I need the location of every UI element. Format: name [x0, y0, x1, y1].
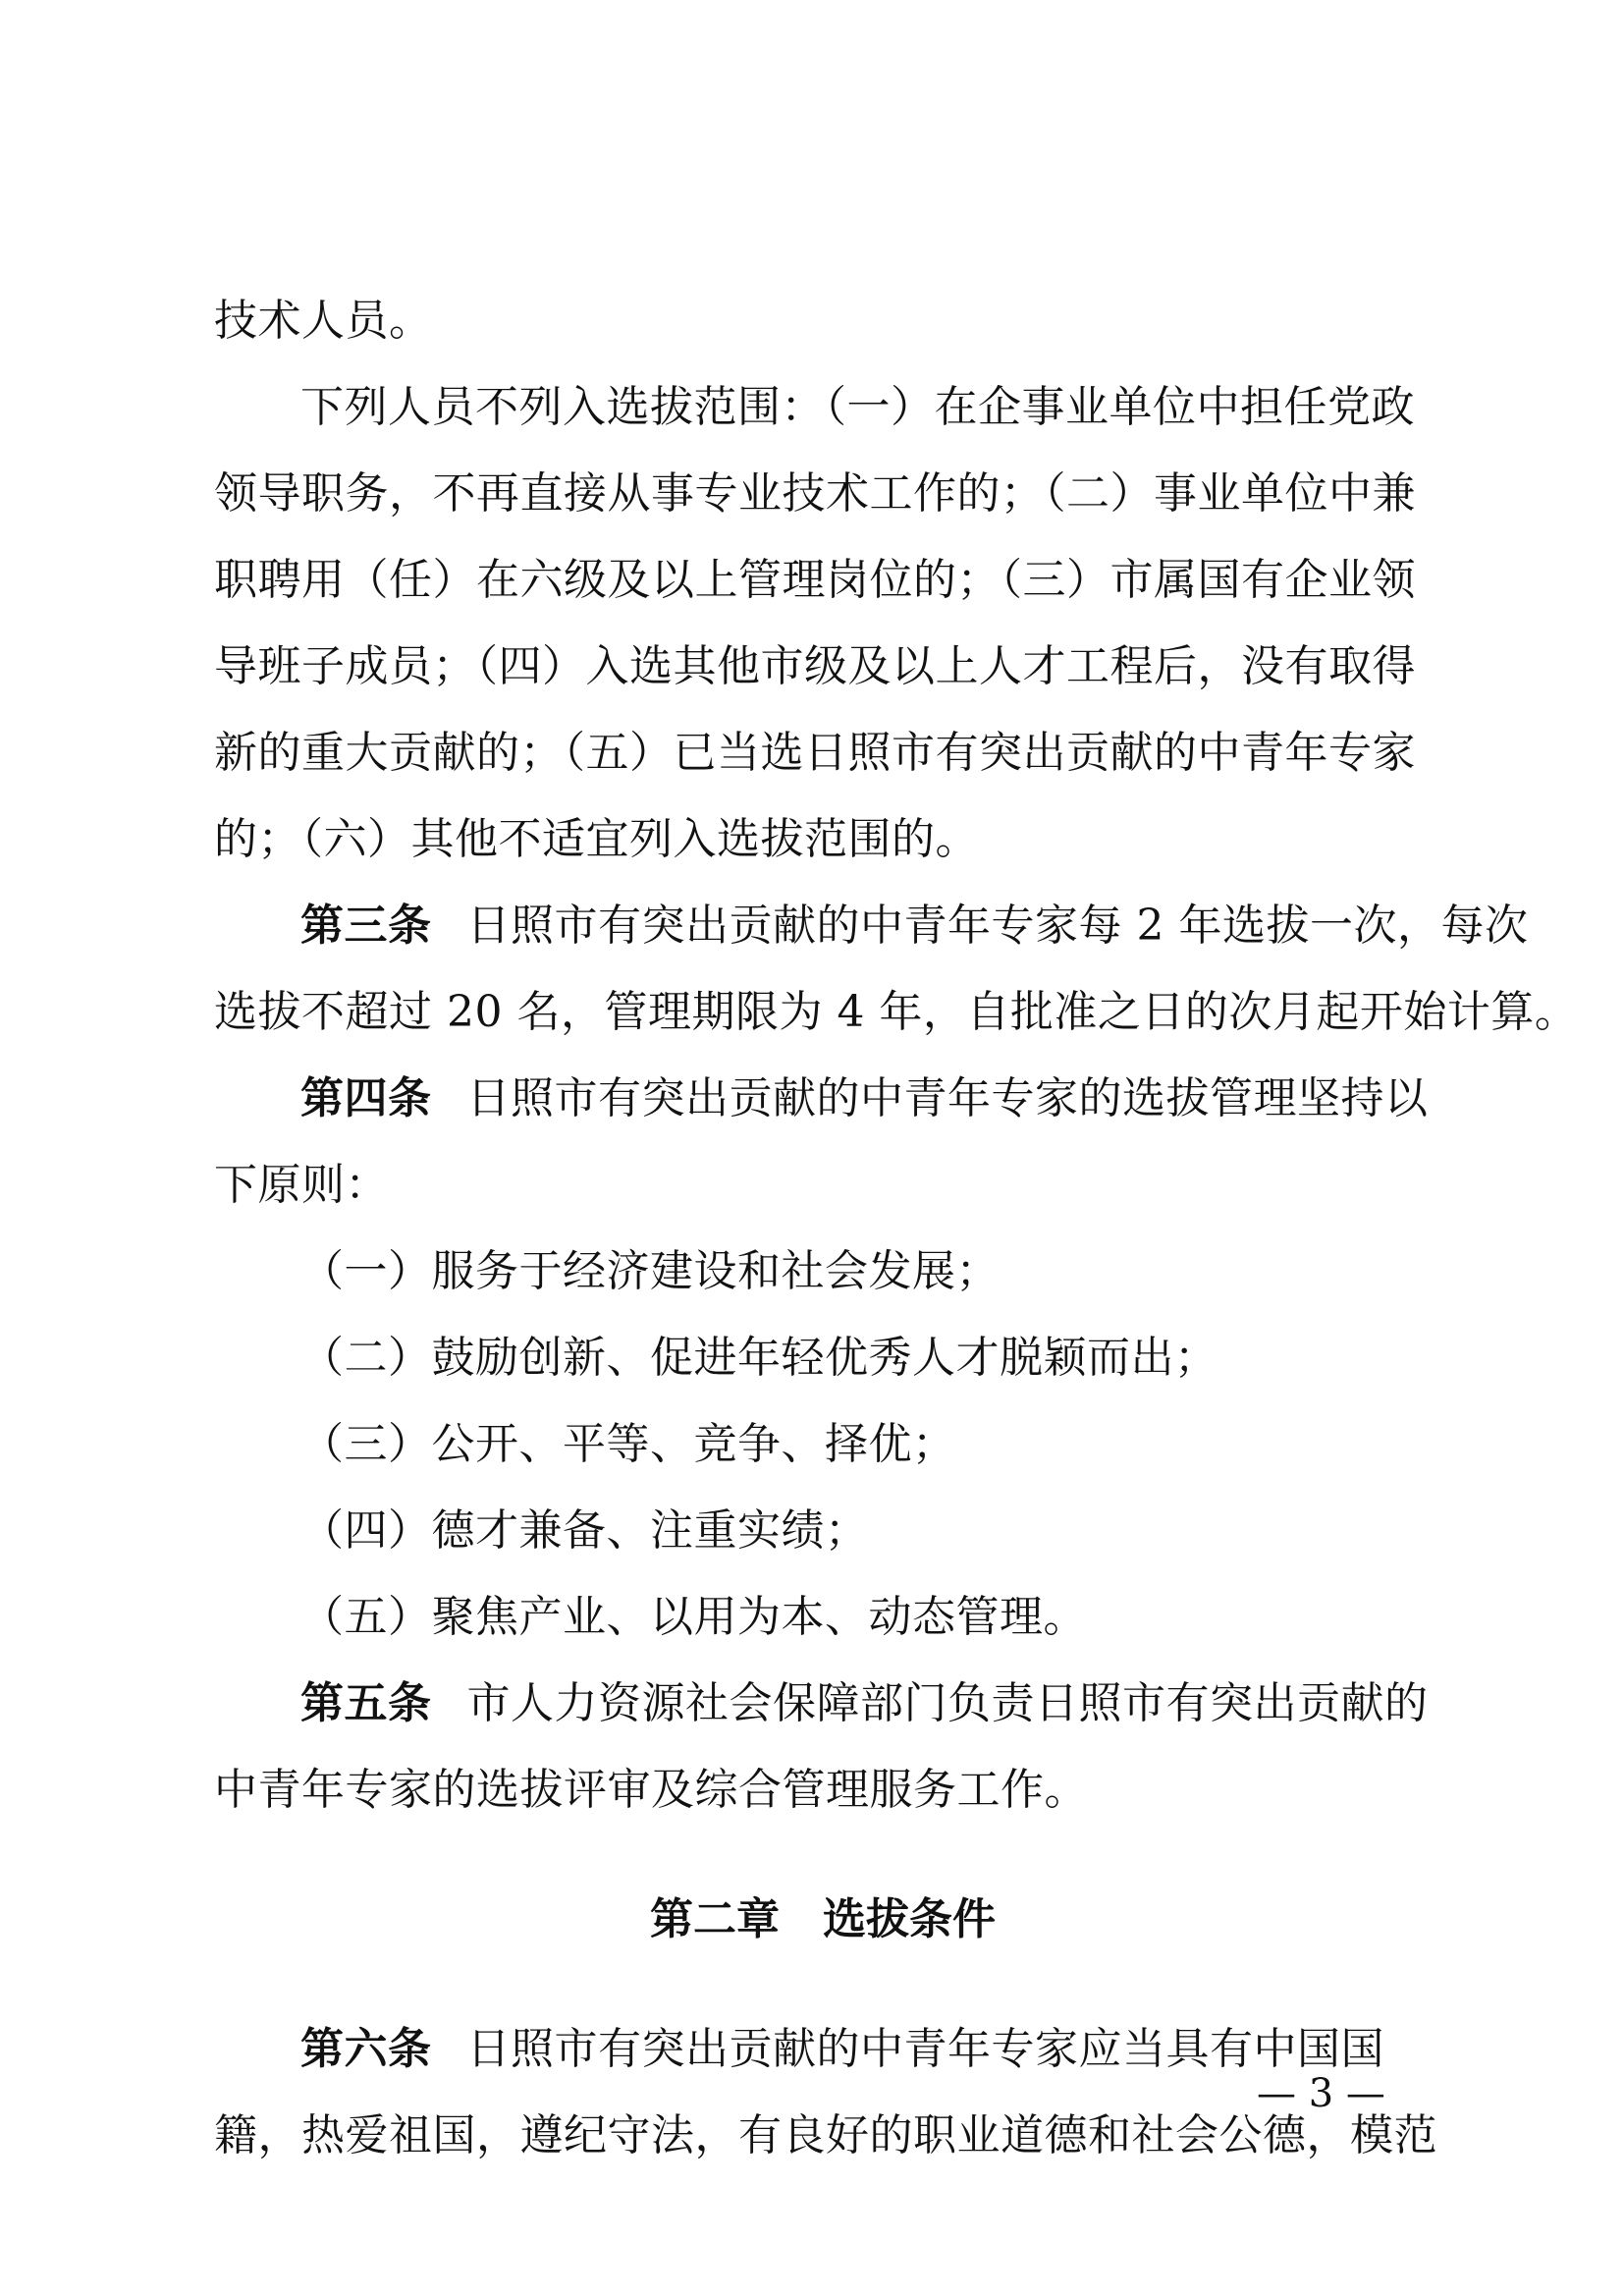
article-4-title: 第四条	[300, 1073, 432, 1123]
text-line: 领导职务，不再直接从事专业技术工作的；（二）事业单位中兼	[214, 468, 1416, 519]
list-item: （一）服务于经济建设和社会发展；	[300, 1246, 1000, 1296]
document-body	[214, 278, 1579, 2179]
text-line: 籍，热爱祖国，遵纪守法，有良好的职业道德和社会公德，模范	[214, 2110, 1437, 2160]
article-6-text: 日照市有突出贡献的中青年专家应当具有中国国	[466, 2024, 1384, 2074]
article-5-text: 市人力资源社会保障部门负责日照市有突出贡献的	[466, 1678, 1429, 1728]
chapter-heading: 第二章 选拔条件	[650, 1894, 996, 1944]
text-line: 的；（六）其他不适宜列入选拔范围的。	[214, 814, 979, 864]
article-3-line	[214, 883, 1529, 969]
text-line: 技术人员。	[214, 296, 433, 346]
article-5-title: 第五条	[300, 1678, 432, 1728]
article-4-line	[214, 1056, 1429, 1142]
text-line: 下原则：	[214, 1160, 389, 1210]
text-line: 选拔不超过 20 名，管理期限为 4 年，自批准之日的次月起开始计算。	[214, 987, 1579, 1037]
list-item: （三）公开、平等、竞争、择优；	[300, 1419, 956, 1469]
text-line: 下列人员不列入选拔范围：（一）在企事业单位中担任党政	[300, 382, 1415, 432]
text-line: 职聘用（任）在六级及以上管理岗位的；（三）市属国有企业领	[214, 555, 1416, 605]
article-6-title: 第六条	[300, 2024, 432, 2074]
list-item: （五）聚焦产业、以用为本、动态管理。	[300, 1592, 1087, 1642]
article-4-text: 日照市有突出贡献的中青年专家的选拔管理坚持以	[466, 1073, 1429, 1123]
page-number: — 3 —	[1257, 2071, 1385, 2116]
article-6-line	[214, 2006, 1422, 2093]
article-3-text: 日照市有突出贡献的中青年专家每 2 年选拔一次，每次	[466, 901, 1529, 951]
article-5-line	[214, 1661, 1429, 1747]
article-3-title: 第三条	[300, 901, 432, 951]
text-line: 导班子成员；（四）入选其他市级及以上人才工程后，没有取得	[214, 641, 1416, 691]
text-line: 中青年专家的选拔评审及综合管理服务工作。	[214, 1765, 1088, 1815]
list-item: （二）鼓励创新、促进年轻优秀人才脱颖而出；	[300, 1333, 1218, 1383]
list-item: （四）德才兼备、注重实绩；	[300, 1505, 869, 1556]
text-line: 新的重大贡献的；（五）已当选日照市有突出贡献的中青年专家	[214, 728, 1416, 778]
